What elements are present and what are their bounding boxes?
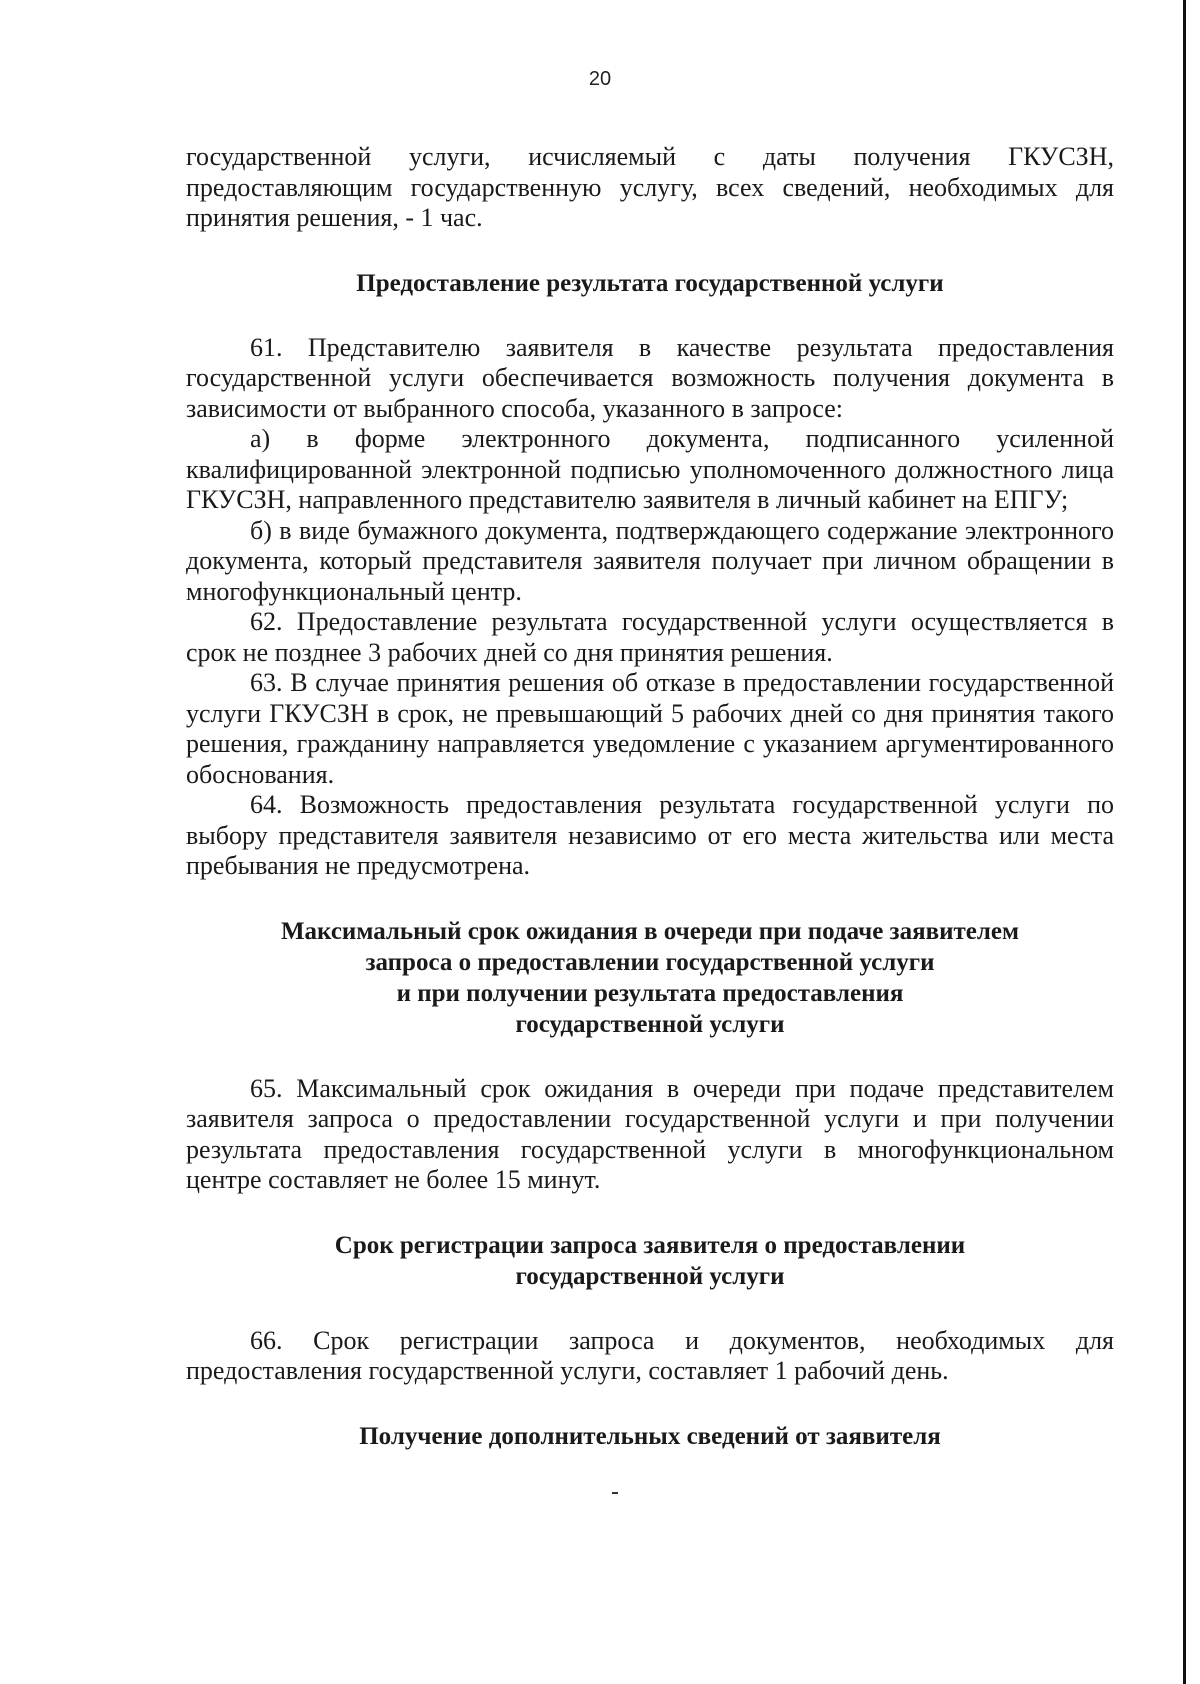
paragraph-65: 65. Максимальный срок ожидания в очереди при подаче представителем заявителя запроса о предоставлении государственной услуги и при получении результата предоставления государственной услуги в многофункциональном центре составляет не более 15 минут. [186,1073,1114,1194]
paragraph-66: 66. Срок регистрации запроса и документов, необходимых для предоставления государственной услуги, составляет 1 рабочий день. [186,1325,1114,1385]
paragraph-61b: б) в виде бумажного документа, подтверждающего содержание электронного документа, который представителя заявителя получает при личном обращении в многофункциональный центр. [186,515,1114,606]
heading-queue-waiting [186,916,1114,1040]
heading-queue-line: и при получении результата предоставления [396,979,904,1007]
heading-additional-info: Получение дополнительных сведений от заявителя [359,1422,941,1450]
heading-registration-line: государственной услуги [515,1262,785,1290]
heading-queue-line: государственной услуги [515,1010,785,1038]
heading-queue-line: Максимальный срок ожидания в очереди при подаче заявителем [280,917,1020,945]
paragraph-62: 62. Предоставление результата государственной услуги осуществляется в срок не позднее 3 рабочих дней со дня принятия решения. [186,607,1114,667]
stray-mark [612,1492,618,1494]
paragraph-61a: а) в форме электронного документа, подписанного усиленной квалифицированной электронной подписью уполномоченного должностного лица ГКУСЗН, направленного представителю заявителя в личный кабинет на ЕПГУ; [186,424,1114,514]
paragraph-continuation: государственной услуги, исчисляемый с даты получения ГКУСЗН, предоставляющим государственную услугу, всех сведений, необходимых для принятия решения, - 1 час. [186,142,1114,232]
paragraph-64: 64. Возможность предоставления результата государственной услуги по выбору представителя заявителя независимо от его места жительства или места пребывания не предусмотрена. [186,790,1114,880]
paragraph-63: 63. В случае принятия решения об отказе в предоставлении государственной услуги ГКУСЗН в срок, не превышающий 5 рабочих дней со дня принятия такого решения, гражданину направляется уведомление с указанием аргументированного обоснования. [186,668,1114,789]
page-edge-line [1183,0,1186,1684]
document-body [186,142,1114,1452]
heading-registration-line: Срок регистрации запроса заявителя о предоставлении [334,1231,966,1259]
heading-registration-term [186,1230,1114,1292]
page-number: 20 [588,68,612,90]
heading-queue-line: запроса о предоставлении государственной услуги [365,948,935,976]
paragraph-61: 61. Представителю заявителя в качестве результата предоставления государственной услуги обеспечивается возможность получения документа в зависимости от выбранного способа, указанного в запросе: [186,332,1114,423]
heading-result-provision: Предоставление результата государственной услуги [356,269,944,297]
